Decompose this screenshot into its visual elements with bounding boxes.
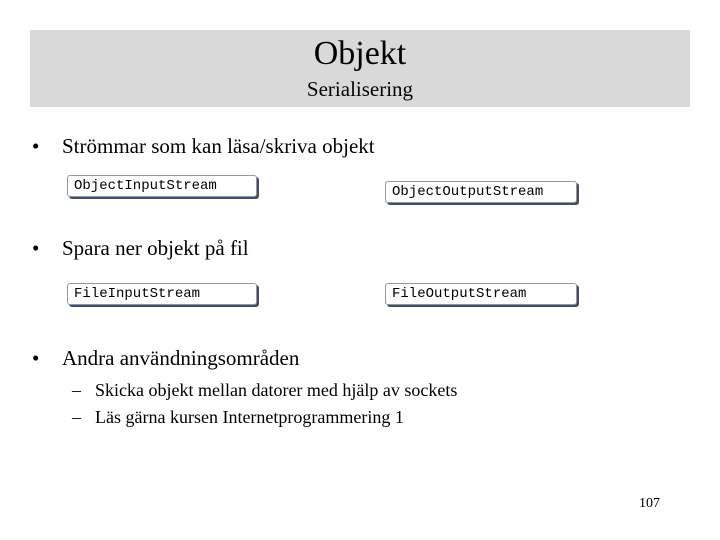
bullet-marker: •: [32, 236, 40, 260]
file-output-stream-box: FileOutputStream: [385, 283, 577, 305]
object-input-stream-box: ObjectInputStream: [67, 175, 257, 197]
bullet-text: Andra användningsområden: [62, 346, 300, 370]
bullet-item-other-uses: [32, 345, 299, 371]
bullet-marker: •: [32, 134, 40, 158]
sub-bullet-text: Skicka objekt mellan datorer med hjälp av sockets: [95, 380, 458, 400]
title-band: [30, 30, 690, 107]
file-input-stream-box: FileInputStream: [67, 283, 257, 305]
slide-title: Objekt: [313, 35, 407, 72]
sub-bullet-marker: –: [72, 380, 81, 400]
slide-subtitle: Serialisering: [306, 77, 414, 101]
bullet-marker: •: [32, 346, 40, 370]
sub-bullet-sockets: [72, 379, 457, 401]
page-number: 107: [639, 496, 660, 511]
sub-bullet-text: Läs gärna kursen Internetprogrammering 1: [95, 407, 404, 427]
object-output-stream-box: ObjectOutputStream: [385, 181, 577, 203]
bullet-item-streams: [32, 133, 375, 159]
sub-bullet-course: [72, 406, 404, 428]
bullet-text: Strömmar som kan läsa/skriva objekt: [62, 134, 375, 158]
bullet-text: Spara ner objekt på fil: [62, 236, 249, 260]
sub-bullet-marker: –: [72, 407, 81, 427]
bullet-item-save-file: [32, 235, 249, 261]
